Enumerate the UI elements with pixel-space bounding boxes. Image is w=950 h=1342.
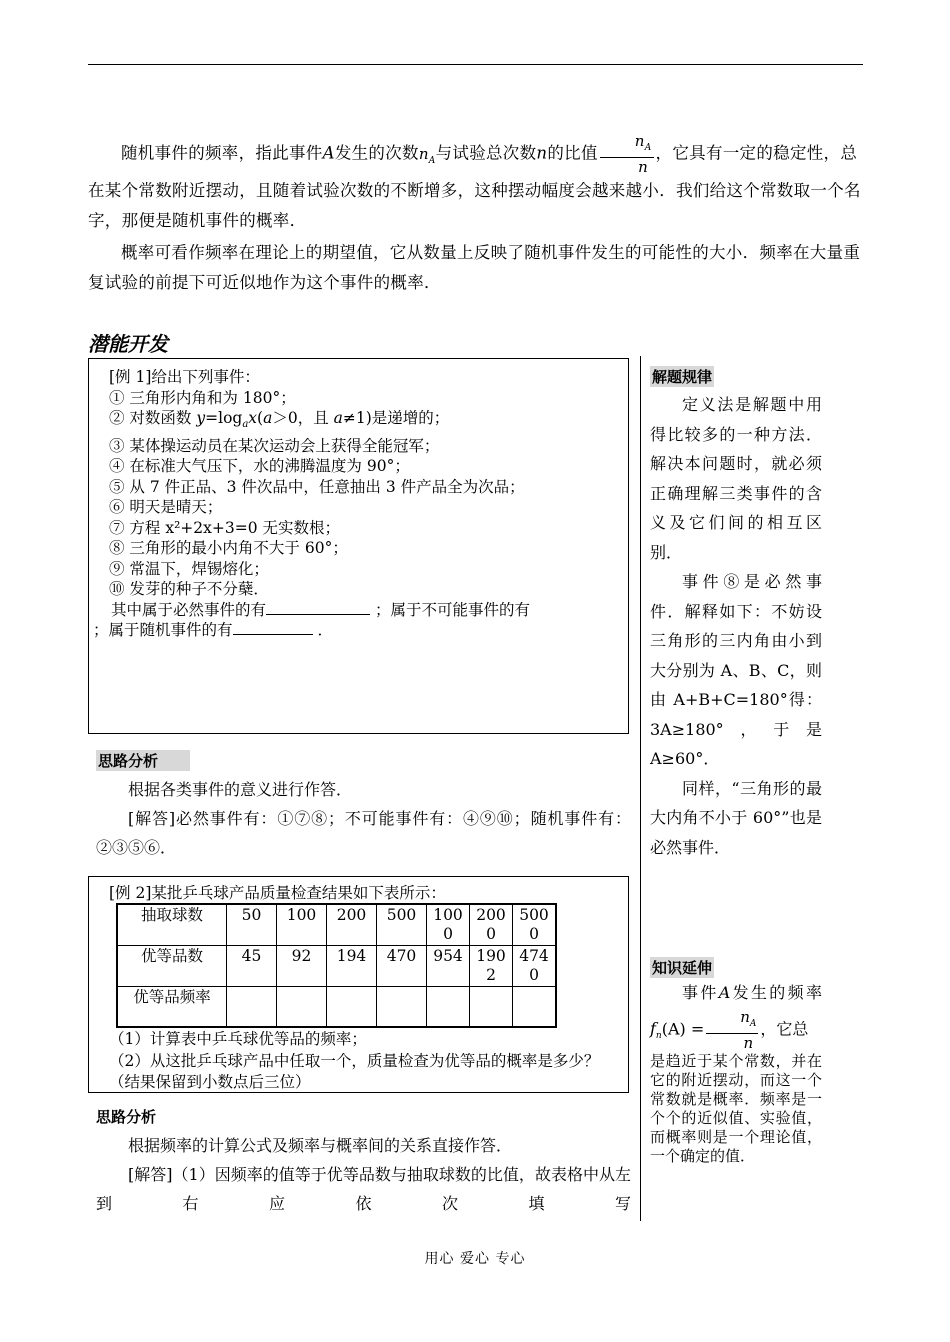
rule-text — [650, 390, 822, 862]
event-item: ③ 某体操运动员在某次运动会上获得全能冠军； — [109, 436, 440, 455]
frequency-fraction: $\frac{n_A}{n}$ — [600, 132, 654, 176]
analysis-1-answer: [解答]必然事件有：①⑦⑧；不可能事件有：④⑨⑩；随机事件有：②③⑤⑥． — [96, 809, 631, 857]
event-item: ① 三角形内角和为 180°； — [109, 388, 296, 407]
example-1-title: [例 1]给出下列事件： — [109, 368, 260, 386]
event-item: ⑩ 发芽的种子不分蘖． — [109, 580, 269, 599]
extension-intro — [650, 978, 822, 1052]
event-item: ⑤ 从 7 件正品、3 件次品中，任意抽出 3 件产品全为次品； — [109, 477, 525, 496]
rule-paragraph: 同样，“三角形的最大内角不小于 60°”也是必然事件． — [650, 778, 822, 857]
answer-blank-certain[interactable] — [266, 600, 370, 615]
example-1-question: 其中属于必然事件的有 ；属于不可能事件的有 — [111, 600, 530, 619]
rule-paragraph: 事件⑧是必然事件．解释如下：不妨设三角形的三内角由小到大分别为 A、B、C，则由 A+B+C=180°得：3A≥180°，于是 A≥60°． — [650, 572, 822, 768]
intro-paragraph-1: 随机事件的频率，指此事件A发生的次数$n_A$与试验总次数n的比值 $\frac{n_A}{n}$ ，它具有一定的稳定性，总在某个常数附近摆动，且随着试验次数的不断增多，这种摆动幅度会越来越小．我们给这个常数取一个名字，那便是随机事件的概率． — [88, 132, 861, 230]
table-row: 优等品频率 — [117, 987, 556, 1027]
analysis-2-heading: 思路分析 — [96, 1108, 157, 1126]
page-footer: 用心 爱心 专心 — [424, 1251, 526, 1267]
example-2-q2: （2）从这批乒乓球产品中任取一个，质量检查为优等品的概率是多少？（结果保留到小数点后三位） — [109, 1052, 600, 1091]
intro-text — [88, 132, 863, 298]
intro-paragraph-2: 概率可看作频率在理论上的期望值，它从数量上反映了随机事件发生的可能性的大小．频率在大量重复试验的前提下可近似地作为这个事件的概率． — [88, 243, 861, 292]
header-rule — [88, 64, 863, 65]
quality-table — [116, 903, 557, 1028]
table-row: 优等品数 45 92 194 470 954 1902 4740 — [117, 946, 556, 987]
table-row: 抽取球数 50 100 200 500 1000 2000 5000 — [117, 904, 556, 946]
analysis-1-text: 根据各类事件的意义进行作答． — [128, 780, 353, 799]
answer-blank-random[interactable] — [233, 620, 313, 635]
rule-paragraph: 定义法是解题中用得比较多的一种方法．解决本问题时，就必须正确理解三类事件的含义及它们间的相互区别． — [650, 395, 822, 562]
event-item: ⑥ 明天是晴天； — [109, 498, 223, 517]
analysis-2-answer: [解答]（1）因频率的值等于优等品数与抽取球数的比值，故表格中从左到右应依次填写 — [96, 1165, 631, 1213]
analysis-1-body — [96, 775, 631, 862]
frequency-fraction: $\frac{n_A}{n}$ — [706, 1008, 758, 1052]
extension-heading: 知识延伸 — [652, 959, 713, 977]
extension-paragraph: 事件A发生的频率 $f_n(A)$ = $\frac{n_A}{n}$ ，它总 — [650, 983, 822, 1052]
example-2-q1: （1）计算表中乒乓球优等品的频率； — [109, 1030, 367, 1048]
section-title: 潜能开发 — [88, 332, 168, 356]
example-1-question-cont: ；属于随机事件的有 ． — [93, 621, 333, 640]
event-item: ⑧ 三角形的最小内角不大于 60°； — [109, 539, 348, 558]
event-item: ⑨ 常温下，焊锡熔化； — [109, 559, 269, 578]
analysis-2-text: 根据频率的计算公式及频率与概率间的关系直接作答． — [128, 1136, 513, 1155]
example-2-title: [例 2]某批乒乓球产品质量检查结果如下表所示： — [109, 884, 446, 902]
extension-text: 是趋近于某个常数，并在它的附近摆动，而这一个常数就是概率．频率是一个个的近似值、实验值，而概率则是一个理论值，一个确定的值． — [650, 1052, 822, 1165]
event-item: ④ 在标准大气压下，水的沸腾温度为 90°； — [109, 457, 410, 476]
analysis-2-body — [96, 1131, 631, 1218]
analysis-1-heading: 思路分析 — [96, 750, 190, 771]
column-divider — [640, 356, 641, 1221]
rule-heading: 解题规律 — [652, 368, 713, 386]
example-1-box — [88, 358, 629, 734]
event-item: ② 对数函数 $y=\log_ax(a>0$，且 a≠1)是递增的； — [109, 409, 450, 431]
event-item: ⑦ 方程 x²+2x+3=0 无实数根； — [109, 518, 341, 537]
